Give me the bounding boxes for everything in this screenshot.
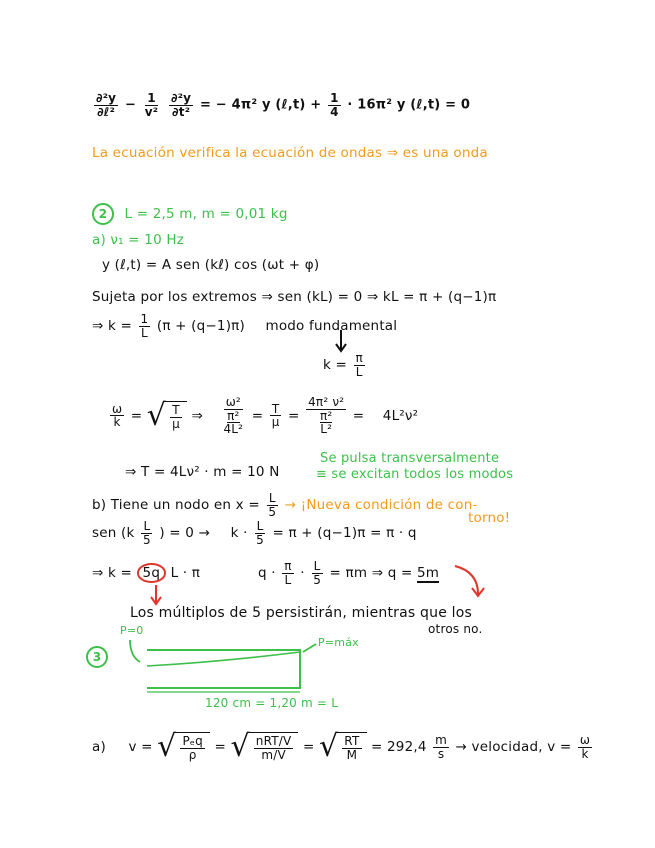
fraction: $\frac{\text{∂²y}}{\text{∂ℓ²}}$ (96, 91, 117, 119)
tension-result: ⇒ T = 4Lν² · m = 10 N (125, 464, 280, 480)
fraction: $\frac{\text{Pₑq}}{\rho}$ (182, 734, 203, 762)
green-arrow-icon (303, 644, 316, 652)
tube-length-label: 120 cm = 1,20 m = L (205, 696, 339, 710)
fraction: $\frac{T}{\mu}$ (271, 401, 280, 430)
fraction: $\frac{L}{5}$ (142, 519, 151, 547)
standing-wave-formula: y (ℓ,t) = A sen (kℓ) cos (ωt + φ) (102, 257, 320, 273)
closed-tube-diagram (147, 650, 300, 688)
problem-number: 3 (86, 646, 108, 668)
conclusion-line-1: Los múltiplos de 5 persistirán, mientras que los (130, 605, 473, 621)
fraction: 4π² ν² π² L² (308, 395, 345, 437)
fraction: $\frac{1}{4}$ (330, 91, 339, 119)
fraction: $\frac{1}{\text{v²}}$ (144, 91, 159, 119)
fraction: $\frac{\omega}{k}$ (112, 401, 123, 430)
part-b-node: b) Tiene un nodo en x = $\frac{L}{5}$ → ¡Nueva condición de con- (92, 491, 478, 519)
fraction: $\frac{T}{\mu}$ (172, 403, 180, 431)
fundamental-k: k = $\frac{\pi}{L}$ (323, 351, 363, 379)
fraction: ω² π² 4L² (223, 395, 244, 437)
q-solution: q · $\frac{\pi}{L}$ · $\frac{L}{5}$ = πm ⇒ q = 5m (258, 559, 440, 587)
conclusion-line-2: otros no. (428, 622, 483, 636)
node-condition: sen (k $\frac{L}{5}$ ) = 0 → k · $\frac{L}{5}$ = π + (q−1)π = π · q (92, 519, 417, 547)
wave-verification-note: La ecuación verifica la ecuación de ondas ⇒ es una onda (92, 145, 488, 161)
square-root: √ $\frac{T}{\mu}$ (147, 401, 187, 431)
square-root: √ $\frac{RT}{M}$ (319, 732, 367, 762)
fixed-ends-condition: Sujeta por los extremos ⇒ sen (kL) = 0 ⇒ kL = π + (q−1)π (92, 289, 497, 305)
part-a-label: a) ν₁ = 10 Hz (92, 232, 184, 248)
wave-equation: $\frac{\text{∂²y}}{\text{∂ℓ²}}$ − $\frac{1}{\text{v²}}$ $\frac{\text{∂²y}}{\text{∂t²}}$ = − 4π² y (ℓ,t) + $\frac{1}{4}$ · 16π² y (ℓ,t) = 0 (96, 91, 471, 119)
fraction: $\frac{1}{L}$ (140, 312, 149, 340)
sound-speed-derivation: a) v = √ $\frac{\text{Pₑq}}{\rho}$ = √ $\frac{\text{nRT/V}}{m/V}$ = √ $\frac{RT}{M}$ = 292,4 $\frac{m}{s}$ → velocidad, v = $\frac{\omega}{k}$ (92, 729, 591, 764)
fraction: $\frac{\text{nRT/V}}{m/V}$ (255, 734, 292, 762)
k-expression: ⇒ k = $\frac{1}{L}$ (π + (q−1)π) modo fundamental (92, 312, 398, 340)
all-modes-note: ≡ se excitan todos los modos (316, 467, 514, 482)
square-root: √ $\frac{\text{nRT/V}}{m/V}$ (230, 732, 298, 762)
fraction: $\frac{m}{s}$ (435, 732, 448, 761)
boundary-note-continuation: torno! (468, 510, 511, 526)
velocity-derivation: $\frac{\omega}{k}$ = √ $\frac{T}{\mu}$ ⇒ ω² π² 4L² = $\frac{T}{\mu}$ = 4π² ν² π² L² = 4L²ν² (112, 395, 419, 437)
pressure-max-label: P=máx (318, 636, 359, 649)
fraction: $\frac{\text{∂²y}}{\text{∂t²}}$ (171, 91, 192, 119)
problem-number: 2 (92, 203, 114, 225)
fraction: $\frac{\omega}{k}$ (579, 732, 591, 761)
pressure-wave-curve (147, 652, 300, 666)
fraction: $\frac{L}{5}$ (268, 491, 277, 519)
k-multiple-five: ⇒ k = 5q L · π (92, 565, 201, 581)
transverse-pluck-note: Se pulsa transversalmente (320, 451, 500, 466)
fraction: $\frac{\pi}{L}$ (355, 351, 363, 379)
circled-5q: 5q (137, 563, 167, 583)
square-root: √ $\frac{\text{Pₑq}}{\rho}$ (157, 732, 210, 762)
green-arrow-icon (130, 640, 140, 662)
pressure-zero-label: P=0 (120, 624, 144, 637)
fraction: $\frac{L}{5}$ (313, 559, 322, 587)
fraction: $\frac{RT}{M}$ (344, 734, 360, 762)
problem-2-header: 2 L = 2,5 m, m = 0,01 kg (92, 203, 288, 225)
fraction: $\frac{\pi}{L}$ (284, 559, 292, 587)
fraction: $\frac{L}{5}$ (256, 519, 264, 547)
